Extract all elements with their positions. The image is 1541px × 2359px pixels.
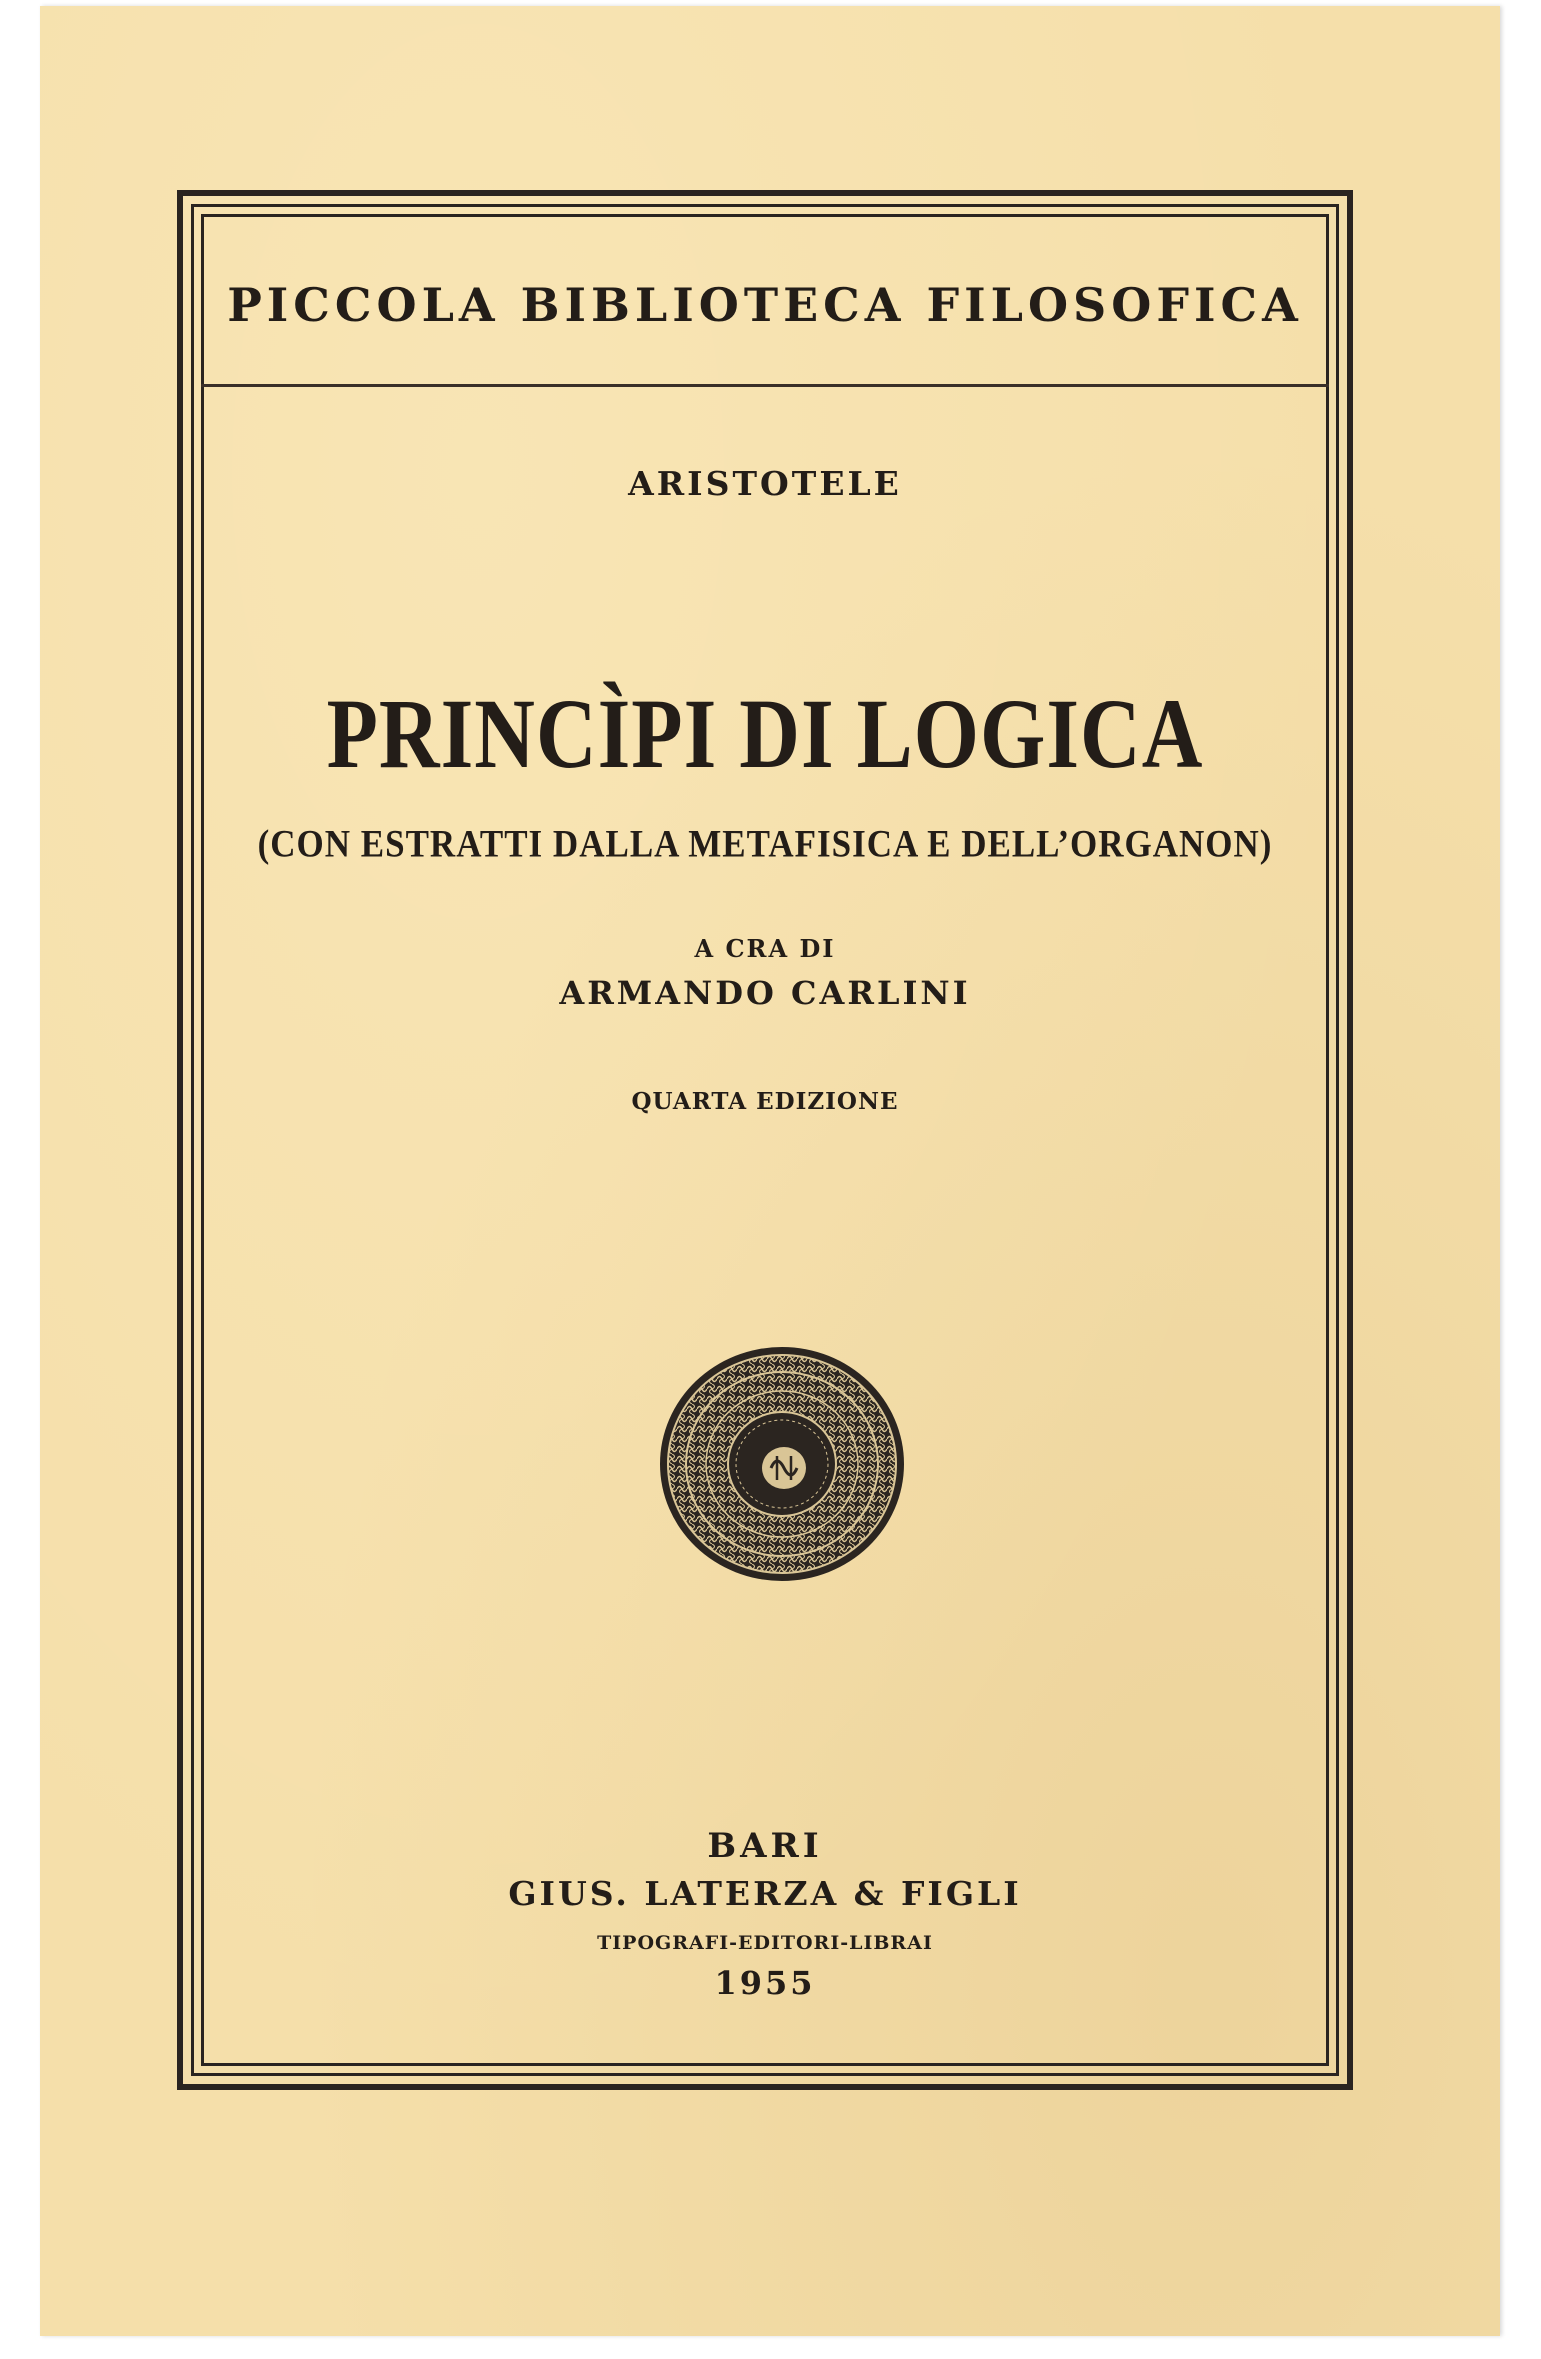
ornamental-knotwork-emblem-icon	[657, 1344, 907, 1584]
book-cover	[40, 6, 1500, 2336]
author-name: ARISTOTELE	[628, 464, 902, 503]
header-divider	[201, 384, 1329, 387]
book-title: PRINCÌPI DI LOGICA	[326, 679, 1204, 790]
series-title: PICCOLA BIBLIOTECA FILOSOFICA	[227, 278, 1303, 332]
publication-year: 1955	[714, 1964, 816, 2002]
publisher-name: GIUS. LATERZA & FIGLI	[508, 1874, 1022, 1913]
editor-prefix: A CRA DI	[694, 934, 836, 963]
editor-name: ARMANDO CARLINI	[559, 974, 971, 1012]
edition-label: QUARTA EDIZIONE	[631, 1088, 899, 1115]
publisher-city: BARI	[707, 1826, 823, 1866]
book-subtitle: (CON ESTRATTI DALLA METAFISICA E DELL’ORGANON)	[257, 821, 1273, 866]
publisher-trade: TIPOGRAFI-EDITORI-LIBRAI	[597, 1932, 933, 1954]
